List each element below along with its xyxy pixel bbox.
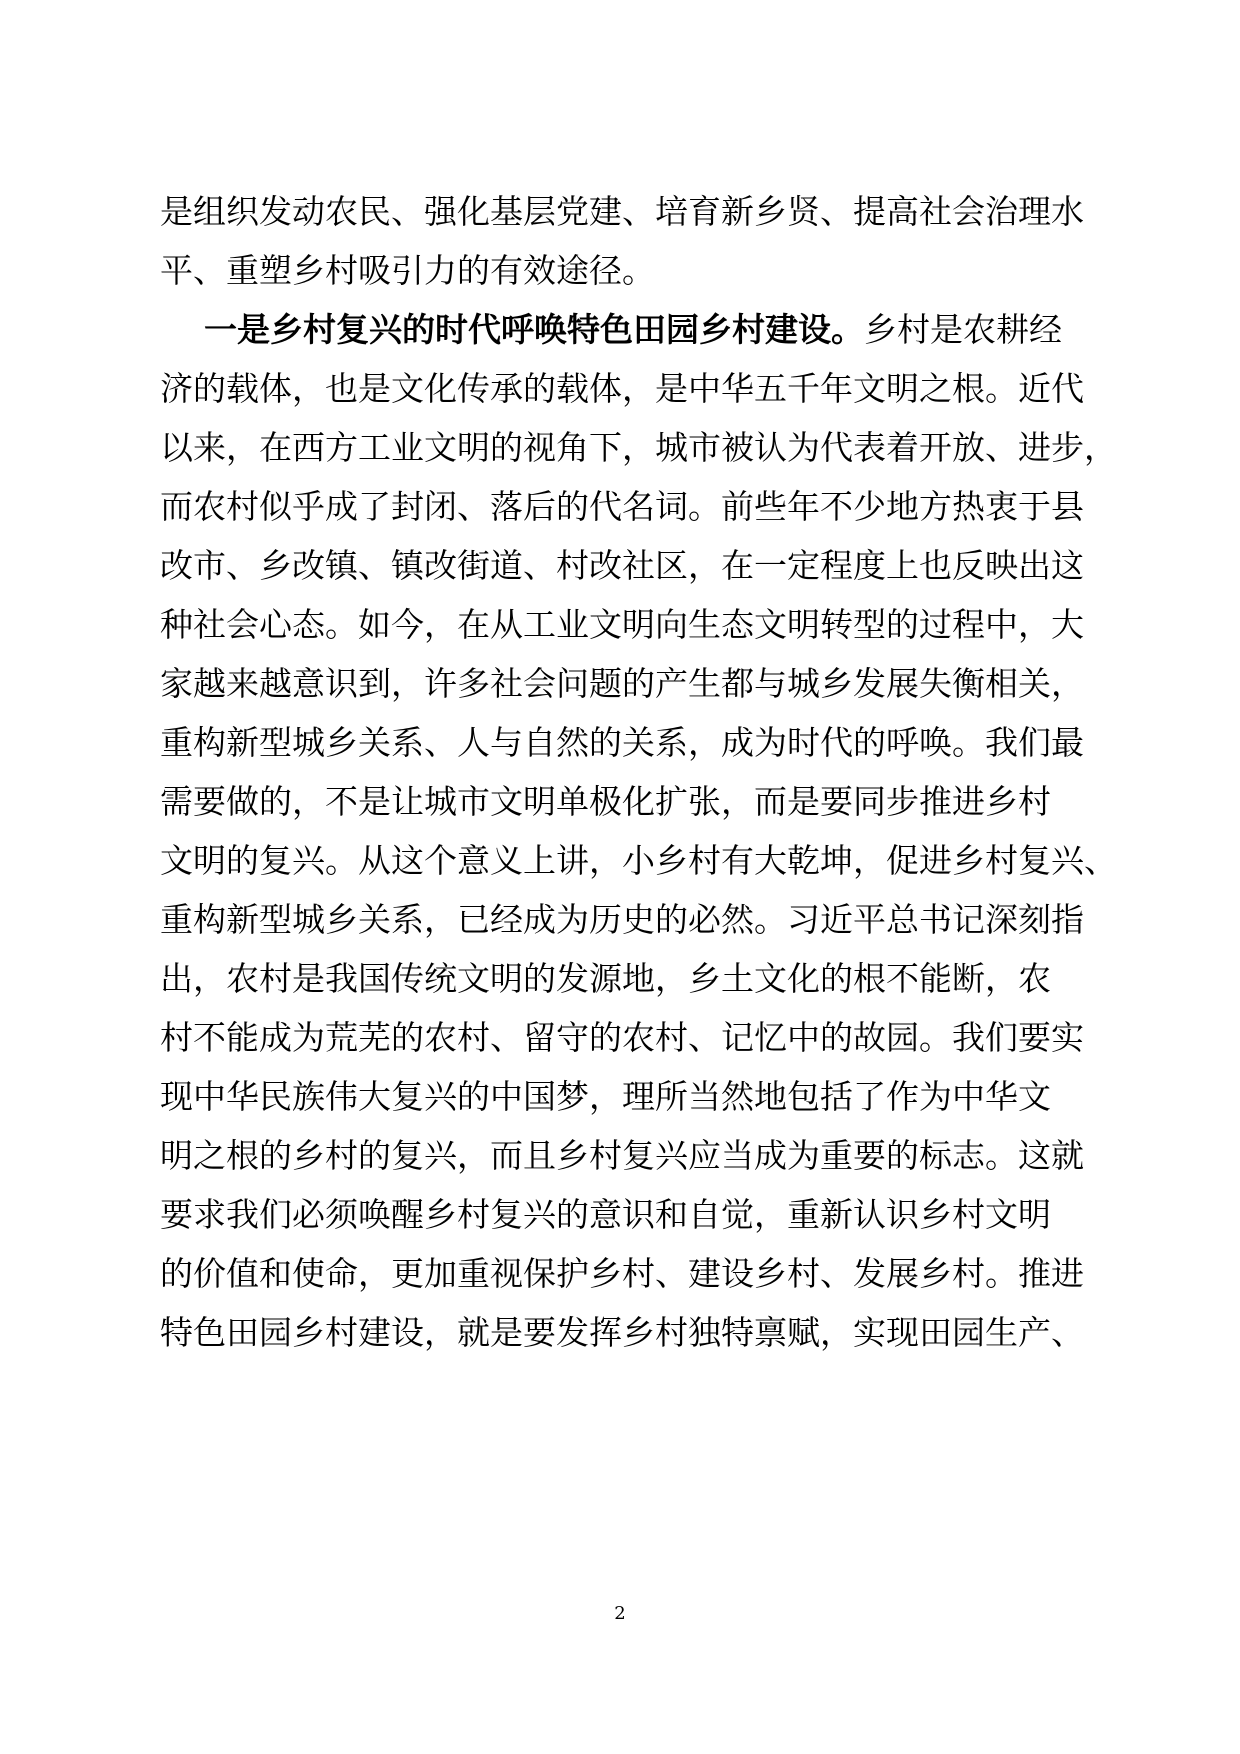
text-line: 是组织发动农民、强化基层党建、培育新乡贤、提高社会治理水 [160, 192, 1084, 231]
text-line: 特色田园乡村建设，就是要发挥乡村独特禀赋，实现田园生产、 [160, 1313, 1084, 1352]
text-line: 种社会心态。如今，在从工业文明向生态文明转型的过程中，大 [160, 605, 1084, 644]
text-line: 明之根的乡村的复兴，而且乡村复兴应当成为重要的标志。这就 [160, 1136, 1084, 1175]
text-line: 需要做的，不是让城市文明单极化扩张，而是要同步推进乡村 [160, 782, 1051, 821]
paragraph-text: 乡村是农耕经 [864, 310, 1062, 349]
text-line: 而农村似乎成了封闭、落后的代名词。前些年不少地方热衷于县 [160, 487, 1084, 526]
text-line: 要求我们必须唤醒乡村复兴的意识和自觉，重新认识乡村文明 [160, 1195, 1051, 1234]
paragraph-first-line [204, 310, 1062, 350]
text-line: 重构新型城乡关系，已经成为历史的必然。习近平总书记深刻指 [160, 900, 1084, 939]
text-line: 改市、乡改镇、镇改街道、村改社区，在一定程度上也反映出这 [160, 546, 1084, 585]
text-line: 家越来越意识到，许多社会问题的产生都与城乡发展失衡相关， [160, 664, 1084, 703]
page-number: 2 [614, 1603, 626, 1624]
text-line: 文明的复兴。从这个意义上讲，小乡村有大乾坤，促进乡村复兴、 [160, 841, 1117, 880]
text-line: 现中华民族伟大复兴的中国梦，理所当然地包括了作为中华文 [160, 1077, 1051, 1116]
text-line: 的价值和使命，更加重视保护乡村、建设乡村、发展乡村。推进 [160, 1254, 1084, 1293]
text-line: 平、重塑乡村吸引力的有效途径。 [160, 251, 655, 290]
paragraph-heading: 一是乡村复兴的时代呼唤特色田园乡村建设。 [204, 310, 864, 349]
text-line: 以来，在西方工业文明的视角下，城市被认为代表着开放、进步， [160, 428, 1117, 467]
text-line: 出，农村是我国传统文明的发源地，乡土文化的根不能断，农 [160, 959, 1051, 998]
text-line: 济的载体，也是文化传承的载体，是中华五千年文明之根。近代 [160, 369, 1084, 408]
text-line: 村不能成为荒芜的农村、留守的农村、记忆中的故园。我们要实 [160, 1018, 1084, 1057]
text-line: 重构新型城乡关系、人与自然的关系，成为时代的呼唤。我们最 [160, 723, 1084, 762]
